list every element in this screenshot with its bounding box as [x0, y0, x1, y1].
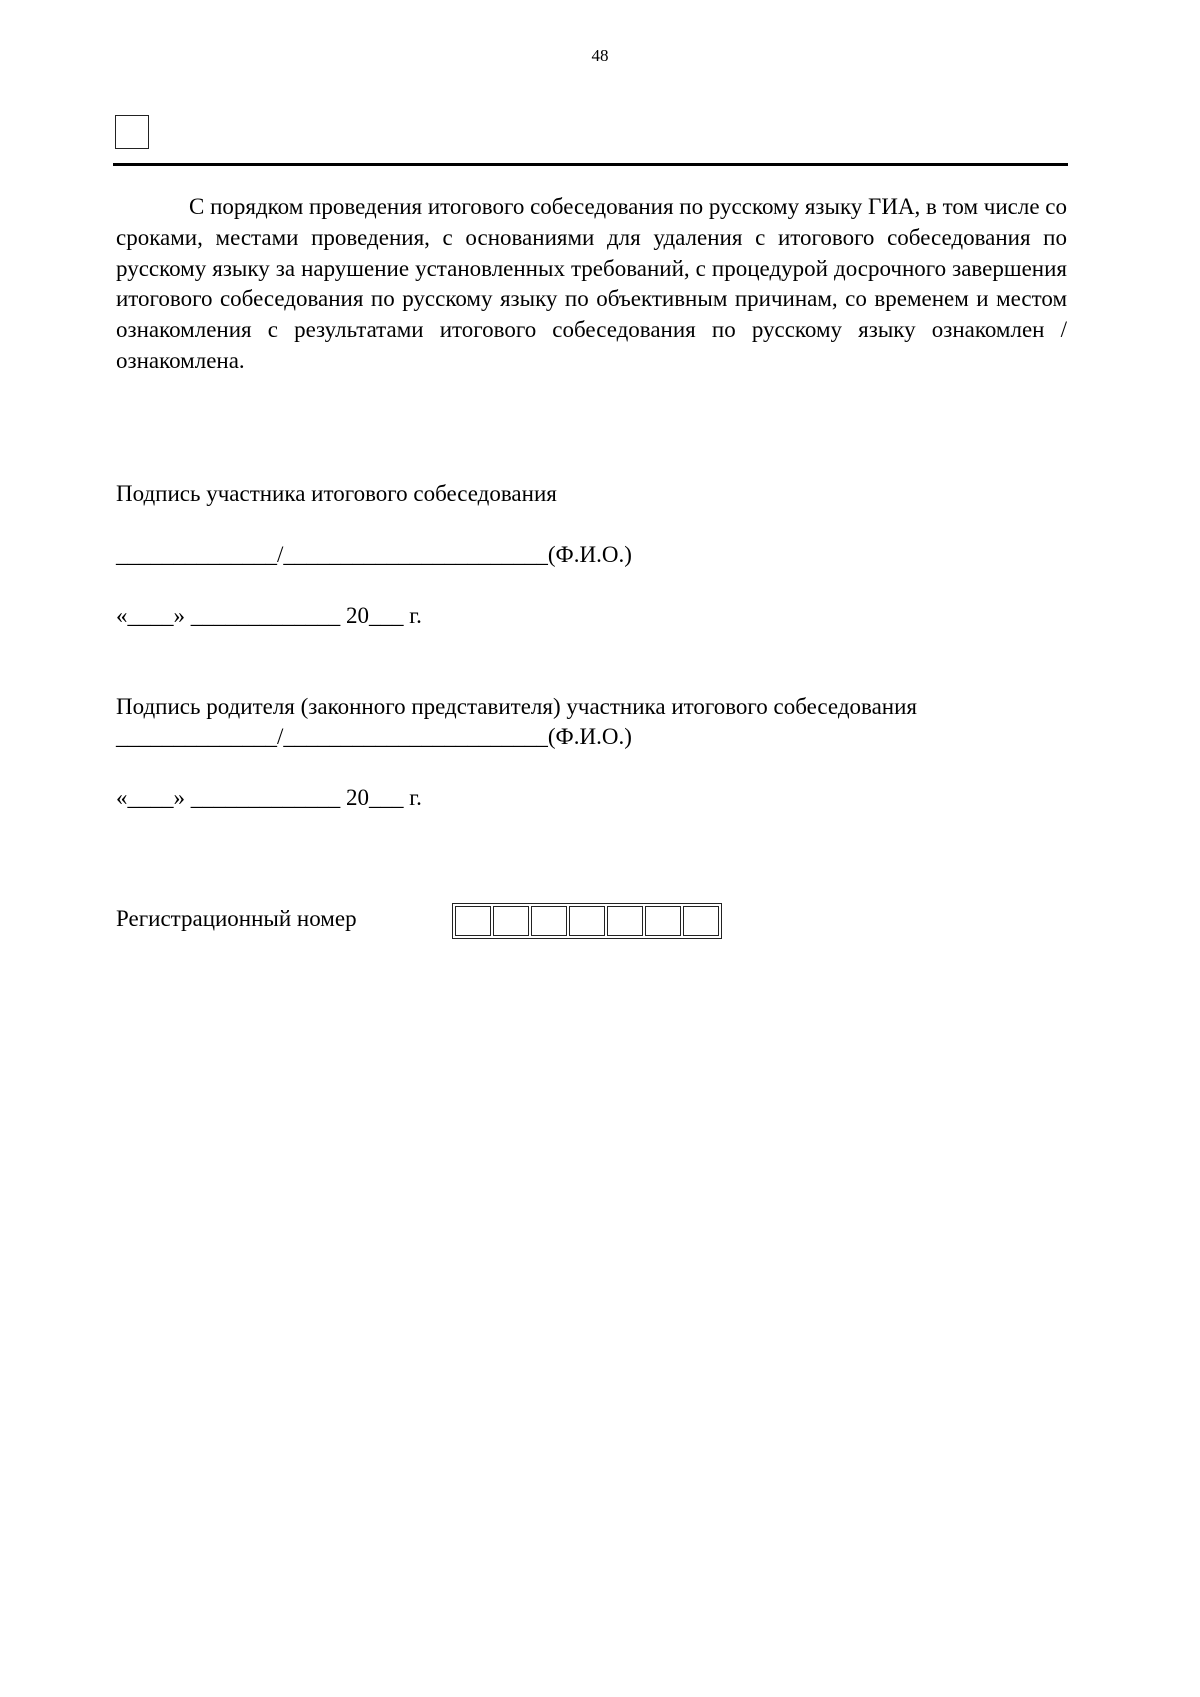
registration-digit-cell[interactable] [569, 906, 605, 936]
parent-date-field[interactable]: «____» _____________ 20___ г. [116, 785, 422, 810]
registration-digit-cell[interactable] [607, 906, 643, 936]
registration-digit-cell[interactable] [455, 906, 491, 936]
participant-signature-label: Подпись участника итогового собеседования [116, 481, 557, 506]
registration-number-boxes [452, 903, 722, 939]
page-number: 48 [591, 46, 609, 65]
consent-checkbox[interactable] [115, 115, 149, 149]
participant-signature-field[interactable]: ______________/_______________________(Ф.И.О.) [116, 542, 632, 567]
parent-signature-field[interactable]: ______________/_______________________(Ф.И.О.) [116, 724, 632, 749]
registration-digit-cell[interactable] [683, 906, 719, 936]
parent-signature-label: Подпись родителя (законного представителя) участника итогового собеседования [116, 694, 917, 719]
registration-digit-cell[interactable] [531, 906, 567, 936]
consent-paragraph: С порядком проведения итогового собеседования по русскому языку ГИА, в том числе со сроками, местами проведения, с основаниями для удаления с итогового собеседования по русскому языку за нарушение установленных требований, с процедурой досрочного завершения итогового собеседования по русскому языку по объективным причинам, со временем и местом ознакомления с результатами итогового собеседования по русскому языку ознакомлен /ознакомлена. [116, 194, 1068, 373]
participant-date-field[interactable]: «____» _____________ 20___ г. [116, 603, 422, 628]
registration-digit-cell[interactable] [645, 906, 681, 936]
header-rule [113, 163, 1068, 166]
registration-digit-cell[interactable] [493, 906, 529, 936]
registration-number-label: Регистрационный номер [116, 906, 357, 931]
